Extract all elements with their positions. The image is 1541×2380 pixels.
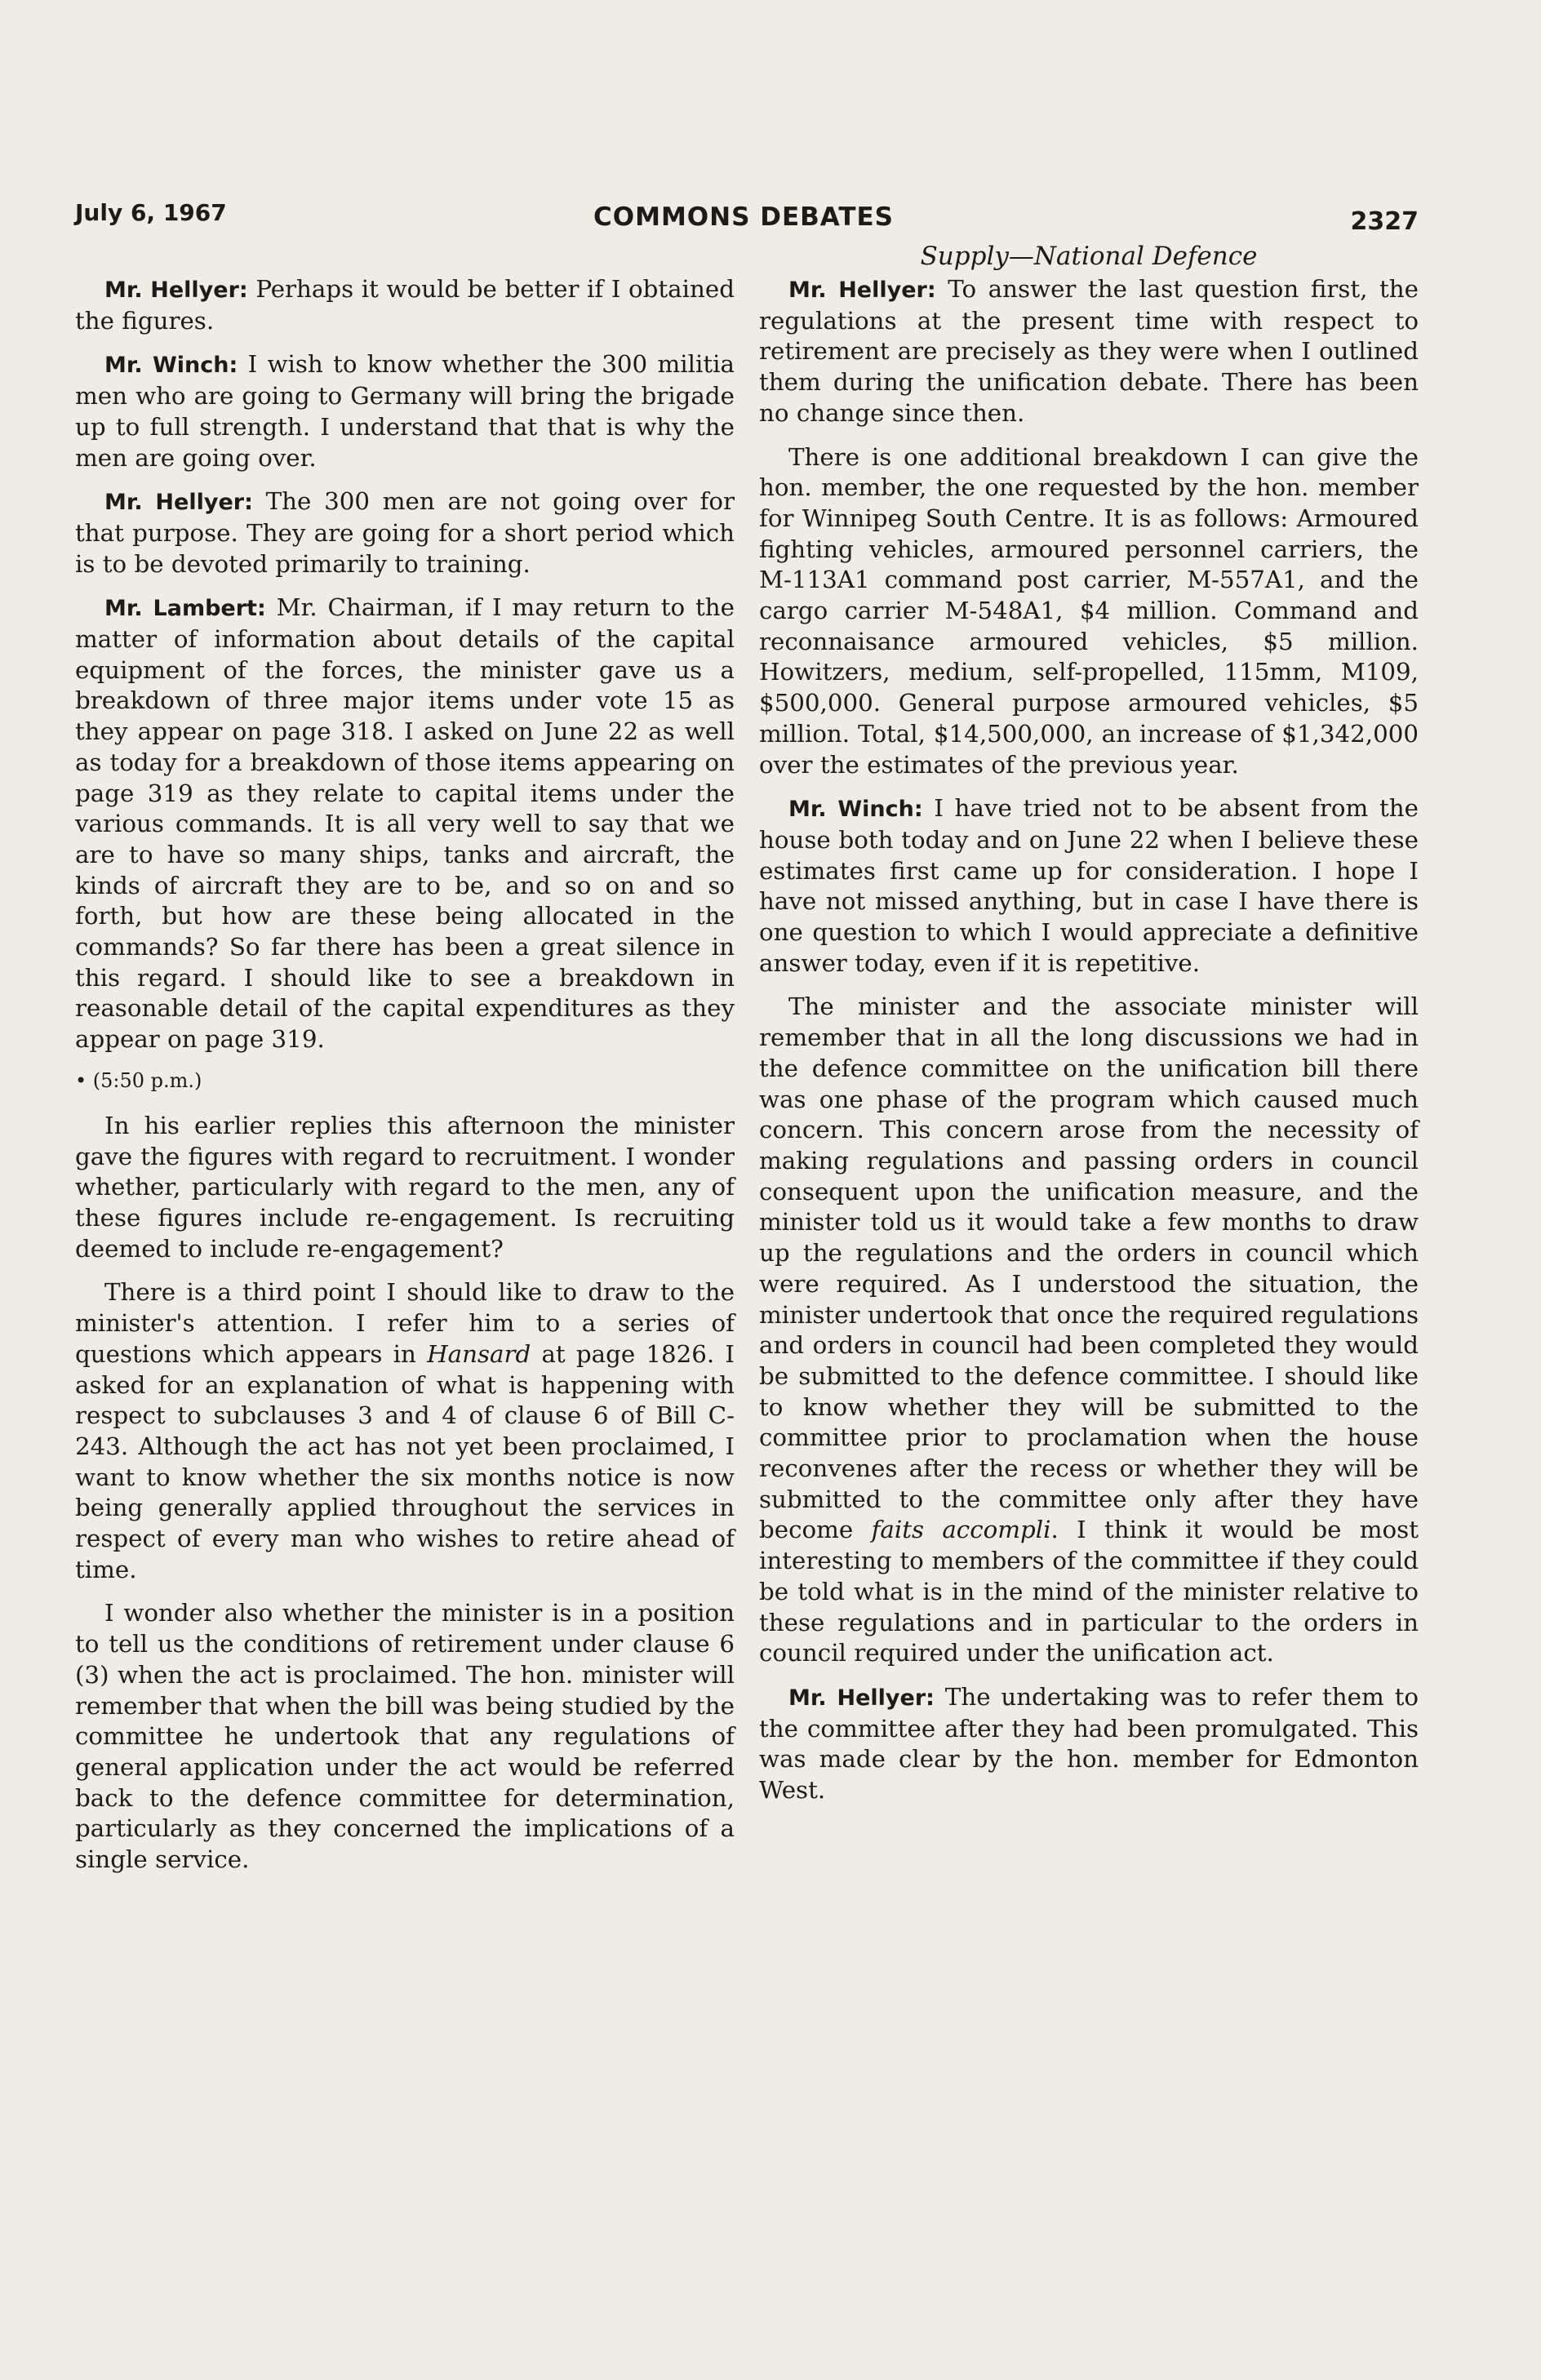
paragraph-text: The undertaking was to refer them to the committee after they had been promulgated. This was made clear by the hon. member for Edmonton West. bbox=[759, 1682, 1419, 1805]
paragraph-text: . I think it would be most interesting to members of the committee if they could be told what is in the mind of the minister relative to these regulations and in particular to the orders in council required under the unification act. bbox=[759, 1516, 1419, 1667]
speaker-name: Mr. Winch: bbox=[788, 797, 923, 823]
left-column bbox=[75, 274, 735, 1889]
speaker-name: Mr. Hellyer: bbox=[104, 278, 248, 303]
speaker-name: Mr. Hellyer: bbox=[788, 278, 936, 303]
paragraph bbox=[75, 486, 735, 579]
paragraph bbox=[75, 274, 735, 336]
page-number: 2327 bbox=[1350, 207, 1419, 236]
speaker-name: Mr. Hellyer: bbox=[104, 490, 253, 516]
paragraph bbox=[75, 1277, 735, 1585]
speaker-name: Mr. Winch: bbox=[104, 353, 238, 379]
paragraph-text: at page 1826. I asked for an explanation of what is happening with respect to subclauses 3 and 4 of clause 6 of Bill C-243. Although the act has not yet been proclaimed, I want to know whether the six months notice is now being generally applied throughout the services in respect of every man who wishes to retire ahead of time. bbox=[75, 1339, 735, 1583]
paragraph: I wonder also whether the minister is in a position to tell us the conditions of retirement under clause 6 (3) when the act is proclaimed. The hon. minister will remember that when the bill was being studied by the committee he undertook that any regulations of general application under the act would be referred back to the defence committee for determination, particularly as they concerned the implications of a single service. bbox=[75, 1599, 735, 1874]
paragraph bbox=[759, 992, 1419, 1668]
header-date: July 6, 1967 bbox=[75, 199, 227, 226]
paragraph bbox=[75, 593, 735, 1055]
paragraph-text: Perhaps it would be better if I obtained the figures. bbox=[75, 275, 735, 335]
paragraph bbox=[759, 793, 1419, 979]
right-column bbox=[759, 274, 1419, 1819]
paragraph-text: The 300 men are not going over for that purpose. They are going for a short period which is to be devoted primarily to training. bbox=[75, 487, 735, 578]
italic-text: faits accompli bbox=[871, 1516, 1051, 1544]
paragraph bbox=[759, 1682, 1419, 1806]
paragraph: There is one additional breakdown I can give the hon. member, the one requested by the hon. member for Winnipeg South Centre. It is as follows: Armoured fighting vehicles, armoured personnel carriers, the M-113A1 command post carrier, M-557A1, and the cargo carrier M-548A1, $4 million. Command and reconnaisance armoured vehicles, $5 million. Howitzers, medium, self-propelled, 115mm, M109, $500,000. General purpose armoured vehicles, $5 million. Total, $14,500,000, an increase of $1,342,000 over the estimates of the previous year. bbox=[759, 442, 1419, 779]
paragraph bbox=[75, 349, 735, 473]
italic-text: Hansard bbox=[427, 1339, 531, 1368]
paragraph-text: I have tried not to be absent from the house both today and on June 22 when I believe these estimates first came up for consideration. I hope I have not missed anything, but in case I have there is one question to which I would appreciate a definitive answer today, even if it is repetitive. bbox=[759, 794, 1419, 977]
paragraph-text: The minister and the associate minister will remember that in all the long discussions we had in the defence committee on the unification bill there was one phase of the program which caused much concern. This concern arose from the necessity of making regulations and passing orders in council consequent upon the unification measure, and the minister told us it would take a few months to draw up the regulations and the orders in council which were required. As I understood the situation, the minister undertook that once the required regulations and orders in council had been completed they would be submitted to the defence committee. I should like to know whether they will be submitted to the committee prior to proclamation when the house reconvenes after the recess or whether they will be submitted to the committee only after they have become bbox=[759, 992, 1419, 1544]
paragraph-text: Mr. Chairman, if I may return to the matter of information about details of the capital equipment of the forces, the minister gave us a breakdown of three major items under vote 15 as they appear on page 318. I asked on June 22 as well as today for a breakdown of those items appearing on page 319 as they relate to capital items under the various commands. It is all very well to say that we are to have so many ships, tanks and aircraft, the kinds of aircraft they are to be, and so on and so forth, but how are these being allocated in the commands? So far there has been a great silence in this regard. I should like to see a breakdown in reasonable detail of the capital expenditures as they appear on page 319. bbox=[75, 593, 735, 1054]
speaker-name: Mr. Hellyer: bbox=[788, 1685, 935, 1711]
paragraph-text: I wish to know whether the 300 militia men who are going to Germany will bring the brigade up to full strength. I understand that that is why the men are going over. bbox=[75, 350, 735, 472]
paragraph bbox=[759, 274, 1419, 429]
paragraph: In his earlier replies this afternoon the minister gave the figures with regard to recruitment. I wonder whether, particularly with regard to the men, any of these figures include re-engagement. Is recruiting deemed to include re-engagement? bbox=[75, 1111, 735, 1263]
header-title: COMMONS DEBATES bbox=[593, 202, 894, 232]
paragraph-text: There is a third point I should like to draw to the minister's attention. I refer him to a series of questions which appears in bbox=[75, 1278, 735, 1368]
speaker-name: Mr. Lambert: bbox=[104, 596, 266, 622]
time-marker: • (5:50 p.m.) bbox=[75, 1068, 202, 1092]
page-header bbox=[75, 199, 1419, 240]
section-subheading: Supply—National Defence bbox=[920, 242, 1258, 271]
paragraph-text: To answer the last question first, the regulations at the present time with respect to retirement are precisely as they were when I outlined them during the unification debate. There has been no change since then. bbox=[759, 275, 1419, 427]
